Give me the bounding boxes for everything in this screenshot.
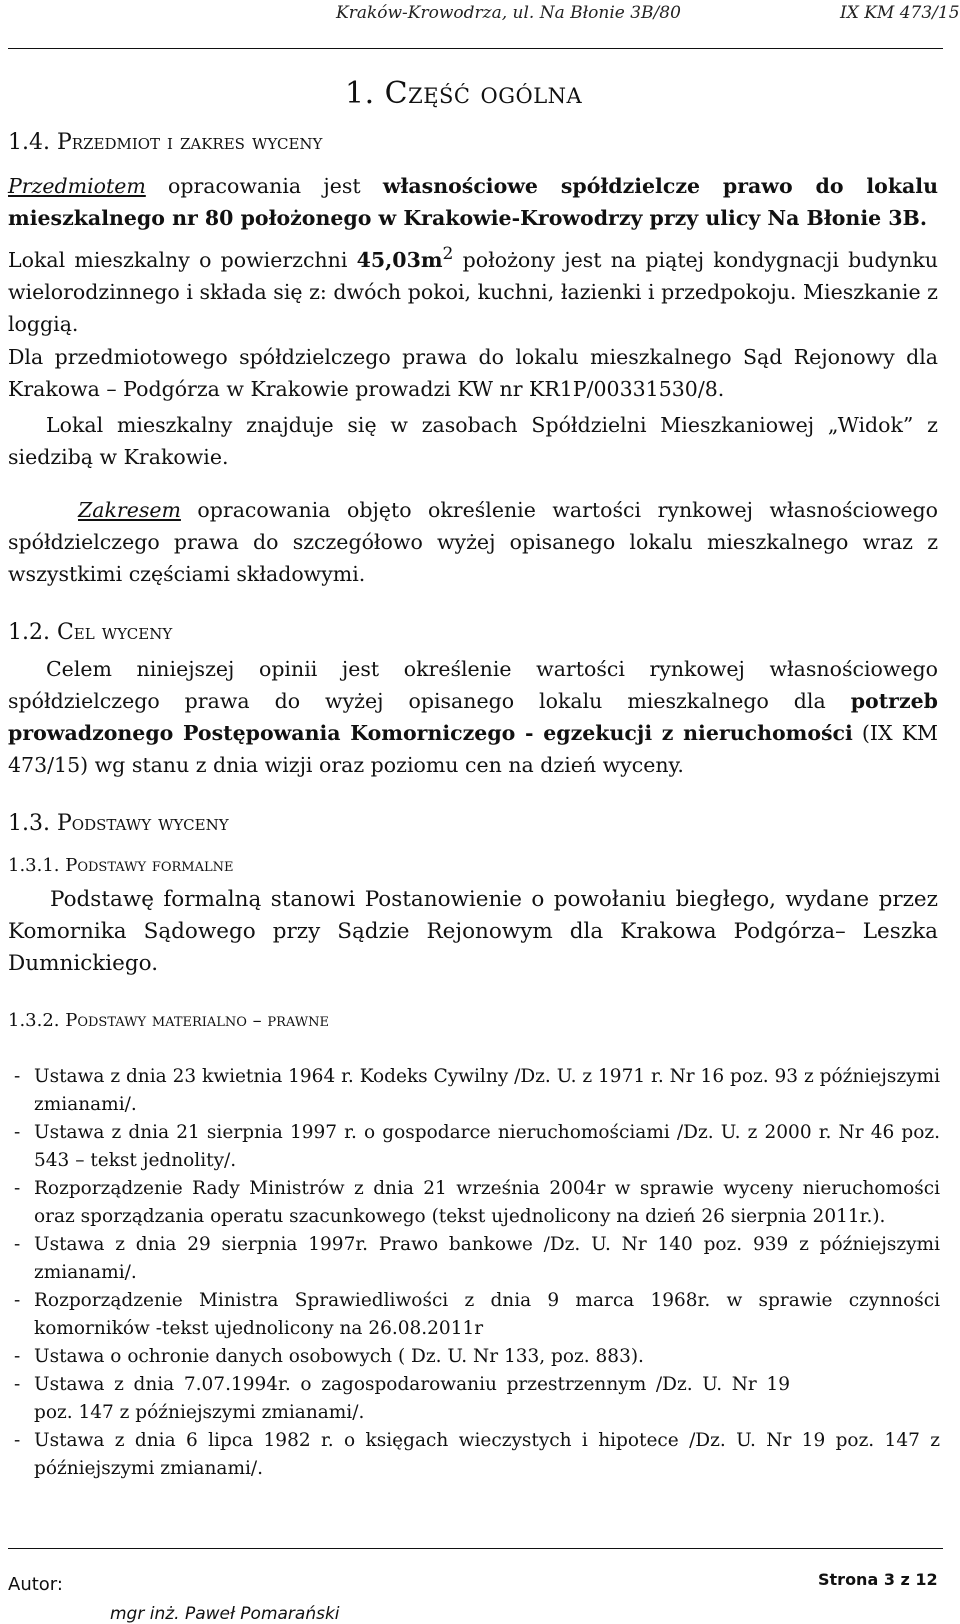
list-item: - Rozporządzenie Ministra Sprawiedliwości z dnia 9 marca 1968r. w sprawie czynności komorników -tekst ujednolicony na 26.08.2011r	[8, 1287, 940, 1343]
paragraph-cooperative: Lokal mieszkalny znajduje się w zasobach Spółdzielni Mieszkaniowej „Widok” z siedzibą w Krakowie.	[8, 413, 938, 469]
header-divider	[8, 48, 943, 49]
paragraph-purpose: Celem niniejszej opinii jest określenie wartości rynkowej własnościowego spółdzielczego prawa do wyżej opisanego lokalu mieszkalnego dla potrzeb prowadzonego Postępowania Komorniczego - egzekucji z nieruchomości (IX KM 473/15) wg stanu z dnia wizji oraz poziomu cen na dzień wyceny.	[8, 657, 939, 777]
purpose-bold: potrzeb prowadzonego Postępowania Komorniczego - egzekucji z nieruchomości	[8, 689, 938, 745]
list-item: - Ustawa o ochronie danych osobowych ( Dz. U. Nr 133, poz. 883).	[8, 1343, 940, 1371]
header-case-number: IX KM 473/15	[840, 3, 960, 23]
paragraph-land-register: Dla przedmiotowego spółdzielczego prawa do lokalu mieszkalnego Sąd Rejonowy dla Krakowa – Podgórza w Krakowie prowadzi KW nr KR1P/00331530/8.	[8, 345, 938, 401]
author-label: Autor:	[8, 1574, 63, 1595]
list-item: - Ustawa z dnia 21 sierpnia 1997 r. o gospodarce nieruchomościami /Dz. U. z 2000 r. Nr 46 poz. 543 – tekst jednolity/.	[8, 1119, 940, 1175]
page-footer	[0, 1548, 960, 1624]
section-title: 1. Część ogólna	[345, 76, 583, 111]
header-address: Kraków-Krowodrza, ul. Na Błonie 3B/80	[336, 3, 681, 23]
paragraph-scope: Zakresem opracowania objęto określenie wartości rynkowej własnościowego spółdzielczego prawa do szczegółowo wyżej opisanego lokalu mieszkalnego wraz z wszystkimi częściami składowymi.	[8, 498, 938, 586]
paragraph-apartment: Lokal mieszkalny o powierzchni $45,03m^2$ położony jest na piątej kondygnacji budynku wielorodzinnego i składa się z: dwóch pokoi, kuchni, łazienki i przedpokoju. Mieszkanie z loggią.	[8, 244, 938, 336]
list-item: - Ustawa z dnia 23 kwietnia 1964 r. Kodeks Cywilny /Dz. U. z 1971 r. Nr 16 poz. 93 z późniejszymi zmianami/.	[8, 1063, 940, 1119]
paragraph-subject: Przedmiotem opracowania jest własnościowe spółdzielcze prawo do lokalu mieszkalnego nr 80 położonego w Krakowie-Krowodrzy przy ulicy Na Błonie 3B.	[8, 174, 938, 230]
scope-lead: Zakresem	[78, 498, 181, 522]
list-item: - Ustawa z dnia 7.07.1994r. o zagospodarowaniu przestrzennym /Dz. U. Nr 19 poz. 147 z późniejszymi zmianami/.	[8, 1371, 940, 1427]
heading-1-4: 1.4. Przedmiot i zakres wyceny	[8, 130, 323, 155]
heading-1-3: 1.3. Podstawy wyceny	[8, 811, 229, 836]
heading-1-3-1: 1.3.1. Podstawy formalne	[8, 855, 234, 876]
list-item: - Ustawa z dnia 29 sierpnia 1997r. Prawo bankowe /Dz. U. Nr 140 poz. 939 z późniejszymi zmianami/.	[8, 1231, 940, 1287]
list-item: - Rozporządzenie Rady Ministrów z dnia 21 września 2004r w sprawie wyceny nieruchomości oraz sporządzania operatu szacunkowego (tekst ujednolicony na dzień 26 sierpnia 2011r.).	[8, 1175, 940, 1231]
paragraph-formal-basis: Podstawę formalną stanowi Postanowienie o powołaniu biegłego, wydane przez Komornika Sądowego przy Sądzie Rejonowym dla Krakowa Podgórza– Leszka Dumnickiego.	[8, 887, 938, 976]
heading-1-2: 1.2. Cel wyceny	[8, 620, 173, 645]
footer-divider	[8, 1548, 943, 1549]
subject-lead: Przedmiotem	[8, 174, 146, 198]
page-number: Strona 3 z 12	[818, 1570, 938, 1589]
list-item: - Ustawa z dnia 6 lipca 1982 r. o księgach wieczystych i hipotece /Dz. U. Nr 19 poz. 147 z późniejszymi zmianami/.	[8, 1427, 940, 1483]
heading-1-3-2: 1.3.2. Podstawy materialno – prawne	[8, 1010, 330, 1031]
author-name: mgr inż. Paweł Pomarański	[110, 1604, 340, 1624]
page-header	[0, 0, 960, 56]
subject-bold: własnościowe spółdzielcze prawo do lokalu mieszkalnego nr 80 położonego w Krakowie-Krowodrzy przy ulicy Na Błonie 3B.	[8, 174, 938, 230]
legal-basis-list	[8, 1063, 940, 1483]
area-value: 45,03m	[356, 247, 443, 272]
